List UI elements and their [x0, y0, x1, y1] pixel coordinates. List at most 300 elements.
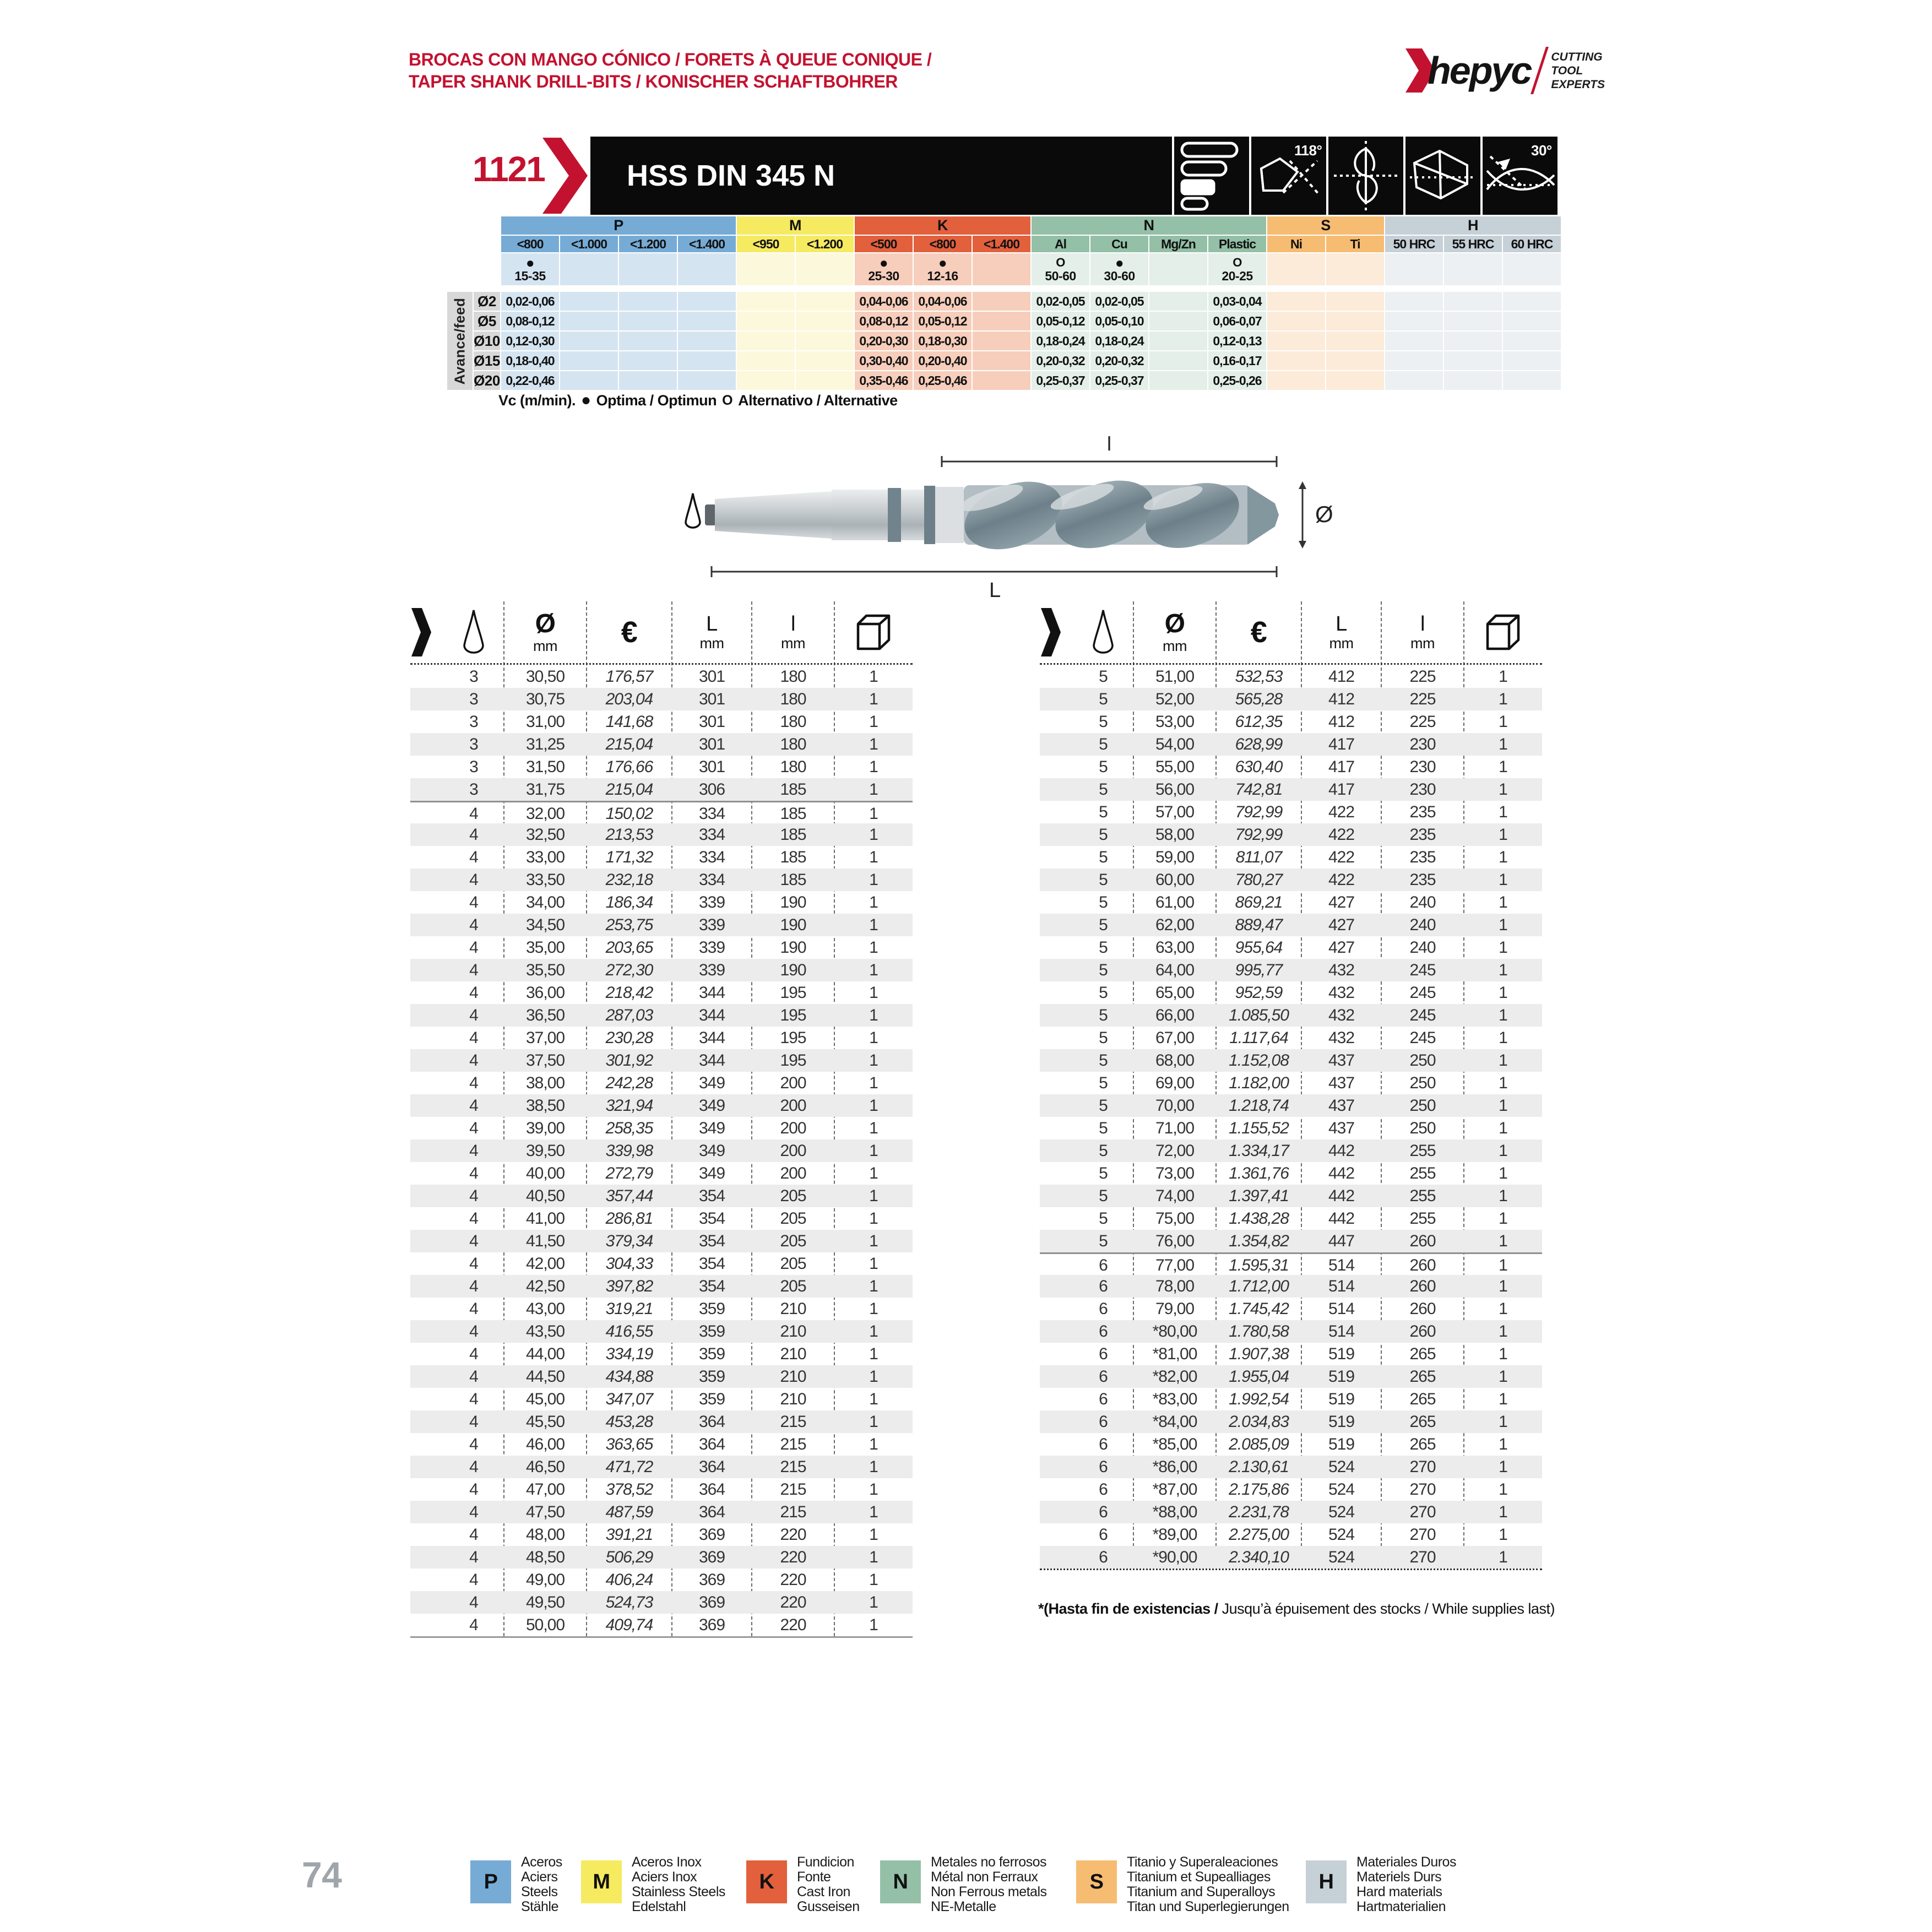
quantity-cell: 1	[1499, 893, 1507, 911]
feed-cell	[1444, 312, 1502, 330]
material-subcolumn-header: 55 HRC	[1444, 236, 1502, 252]
feed-cell: 0,05-0,12	[1032, 312, 1089, 330]
table-row	[1040, 981, 1542, 1004]
quantity-cell: 1	[1499, 1074, 1507, 1092]
price-cell: 186,34	[605, 893, 653, 911]
material-group-header-K: K	[855, 216, 1030, 235]
vc-cell	[501, 253, 559, 285]
cone-cell: 5	[1099, 1097, 1108, 1115]
flute-length-cell: 250	[1409, 1097, 1436, 1115]
diameter-cell: 43,50	[525, 1322, 565, 1341]
table-row	[1040, 778, 1542, 801]
cone-cell: 5	[1099, 735, 1108, 753]
unit-label: mm	[1410, 635, 1435, 652]
vc-cell	[914, 253, 972, 285]
flute-length-cell: 260	[1409, 1232, 1436, 1250]
quantity-cell: 1	[1499, 1322, 1507, 1341]
total-length-cell: 364	[698, 1480, 725, 1499]
cone-cell: 3	[469, 667, 478, 686]
quantity-cell: 1	[1499, 1187, 1507, 1205]
cone-cell: 4	[469, 805, 478, 823]
table-row	[1040, 869, 1542, 891]
material-subcolumn-header: <1.400	[678, 236, 736, 252]
diameter-cell: 41,50	[525, 1232, 565, 1250]
price-cell: 321,94	[605, 1097, 653, 1115]
flute-length-cell: 220	[780, 1616, 806, 1634]
diameter-cell: 36,50	[525, 1006, 565, 1024]
flute-length-cell: 215	[780, 1503, 806, 1521]
price-cell: 218,42	[605, 984, 653, 1002]
price-cell: 397,82	[605, 1277, 653, 1295]
quantity-cell: 1	[869, 826, 878, 844]
diameter-cell: 67,00	[1155, 1029, 1195, 1047]
cone-cell: 6	[1099, 1480, 1108, 1499]
material-subcolumn-header: <950	[737, 236, 795, 252]
price-cell: 253,75	[605, 916, 653, 934]
quantity-cell: 1	[869, 1548, 878, 1566]
quantity-cell: 1	[869, 1322, 878, 1341]
price-cell: 339,98	[605, 1142, 653, 1160]
length-symbol: L	[706, 612, 718, 636]
material-subcolumn-header: <800	[914, 236, 972, 252]
flute-length-column-header	[1381, 601, 1464, 663]
quantity-cell: 1	[869, 1435, 878, 1453]
diameter-cell: 31,25	[525, 735, 565, 753]
legend-line: Fonte	[797, 1869, 831, 1885]
diameter-cell: 49,50	[525, 1593, 565, 1611]
flute-length-cell: 220	[780, 1526, 806, 1544]
material-subcolumn-header: 50 HRC	[1385, 236, 1443, 252]
feed-cell: 0,20-0,32	[1032, 351, 1089, 370]
cone-column-header	[1073, 601, 1133, 663]
price-cell: 363,65	[605, 1435, 653, 1453]
total-length-cell: 519	[1328, 1345, 1355, 1363]
quantity-cell: 1	[1499, 1503, 1507, 1521]
table-row	[410, 1478, 913, 1501]
page-footer	[0, 1849, 1932, 1932]
product-name: HSS DIN 345 N	[627, 159, 835, 192]
feed-cell: 0,25-0,46	[914, 371, 972, 390]
legend-line: Gusseisen	[797, 1899, 860, 1914]
quantity-cell: 1	[869, 805, 878, 823]
legend-line: Aciers Inox	[632, 1869, 697, 1885]
legend-text-S	[1127, 1855, 1289, 1914]
total-length-cell: 519	[1328, 1413, 1355, 1431]
diameter-cell: 45,00	[525, 1390, 565, 1408]
total-length-cell: 334	[698, 848, 725, 866]
quantity-cell: 1	[1499, 916, 1507, 934]
quantity-cell: 1	[869, 1458, 878, 1476]
feed-cell: 0,22-0,46	[501, 371, 559, 390]
price-cell: 1.152,08	[1229, 1051, 1289, 1070]
diameter-cell: 30,75	[525, 690, 565, 708]
quantity-cell: 1	[869, 1526, 878, 1544]
flute-length-label: l	[1107, 433, 1111, 455]
price-cell: 995,77	[1235, 961, 1283, 979]
quantity-cell: 1	[1499, 1435, 1507, 1453]
table-header	[410, 601, 913, 663]
product-table-right	[1040, 601, 1542, 1572]
total-length-cell: 442	[1328, 1187, 1355, 1205]
price-cell: 2.034,83	[1229, 1413, 1289, 1431]
total-length-cell: 412	[1328, 667, 1355, 686]
diameter-cell: *87,00	[1152, 1480, 1197, 1499]
quantity-cell: 1	[1499, 1367, 1507, 1386]
diameter-cell: 70,00	[1155, 1097, 1195, 1115]
legend-line: Stainless Steels	[632, 1884, 725, 1900]
table-row	[410, 1546, 913, 1569]
flute-length-cell: 210	[780, 1345, 806, 1363]
quantity-cell: 1	[1499, 1390, 1507, 1408]
flute-length-cell: 240	[1409, 916, 1436, 934]
diameter-cell: *88,00	[1152, 1503, 1197, 1521]
flute-length-dimension	[942, 456, 1277, 467]
total-length-cell: 437	[1328, 1051, 1355, 1070]
cone-cell: 4	[469, 1458, 478, 1476]
feed-cell: 0,12-0,30	[501, 332, 559, 350]
total-length-cell: 524	[1328, 1458, 1355, 1476]
diameter-cell: 33,50	[525, 871, 565, 889]
cone-cell: 6	[1099, 1435, 1108, 1453]
flute-length-cell: 205	[780, 1187, 806, 1205]
legend-box-H: H	[1306, 1860, 1347, 1903]
flute-length-cell: 245	[1409, 984, 1436, 1002]
quantity-cell: 1	[1499, 1548, 1507, 1566]
feed-cell	[796, 332, 854, 350]
table-row	[1040, 1410, 1542, 1433]
cone-cell: 4	[469, 1593, 478, 1611]
price-cell: 612,35	[1235, 713, 1283, 731]
brand-tagline	[1551, 50, 1605, 91]
flute-length-cell: 245	[1409, 1029, 1436, 1047]
feed-cell	[737, 351, 795, 370]
cone-cell: 4	[469, 1029, 478, 1047]
total-length-cell: 334	[698, 871, 725, 889]
price-cell: 141,68	[605, 713, 653, 731]
flute-length-cell: 215	[780, 1458, 806, 1476]
feed-cell: 0,20-0,40	[914, 351, 972, 370]
total-length-cell: 306	[698, 780, 725, 799]
cone-cell: 4	[469, 826, 478, 844]
cone-cell: 3	[469, 758, 478, 776]
price-cell: 304,33	[605, 1255, 653, 1273]
total-length-cell: 432	[1328, 1006, 1355, 1024]
total-length-cell: 301	[698, 758, 725, 776]
cone-cell: 4	[469, 938, 478, 957]
total-length-cell: 359	[698, 1300, 725, 1318]
feed-cell	[737, 312, 795, 330]
diameter-cell: 62,00	[1155, 916, 1195, 934]
quantity-cell: 1	[1499, 1232, 1507, 1250]
total-length-column-header	[672, 601, 752, 663]
table-row	[410, 801, 913, 823]
total-length-cell: 364	[698, 1458, 725, 1476]
cone-cell: 4	[469, 1051, 478, 1070]
feed-cell	[1444, 332, 1502, 350]
quantity-cell: 1	[1499, 848, 1507, 866]
price-cell: 347,07	[605, 1390, 653, 1408]
table-row	[1040, 801, 1542, 823]
feed-cell: 0,18-0,30	[914, 332, 972, 350]
total-length-cell: 519	[1328, 1435, 1355, 1453]
flute-length-cell: 260	[1409, 1322, 1436, 1341]
cone-cell: 6	[1099, 1345, 1108, 1363]
total-length-cell: 417	[1328, 735, 1355, 753]
diameter-cell: *83,00	[1152, 1390, 1197, 1408]
vc-cell	[1267, 253, 1325, 285]
unit-label: mm	[1329, 635, 1354, 652]
table-row	[410, 756, 913, 778]
table-row	[1040, 1049, 1542, 1072]
price-cell: 176,66	[605, 758, 653, 776]
table-row	[410, 914, 913, 936]
cone-cell: 6	[1099, 1390, 1108, 1408]
table-row	[1040, 846, 1542, 869]
flute-length-cell: 180	[780, 690, 806, 708]
flute-length-cell: 225	[1409, 667, 1436, 686]
total-length-cell: 422	[1328, 803, 1355, 821]
open-dot-icon: O	[1233, 255, 1242, 269]
flute-length-cell: 195	[780, 984, 806, 1002]
vc-cell	[1444, 253, 1502, 285]
feed-cell	[619, 371, 677, 390]
quantity-cell: 1	[869, 1051, 878, 1070]
diameter-cell: 65,00	[1155, 984, 1195, 1002]
price-cell: 272,30	[605, 961, 653, 979]
feed-cell: 0,25-0,26	[1208, 371, 1266, 390]
feed-cell: 0,02-0,05	[1090, 292, 1148, 311]
total-length-cell: 344	[698, 1006, 725, 1024]
quantity-cell: 1	[1499, 1119, 1507, 1137]
flute-length-cell: 185	[780, 805, 806, 823]
feed-cell	[1267, 371, 1325, 390]
drill-photo	[705, 468, 1279, 562]
cone-cell: 6	[1099, 1548, 1108, 1566]
table-row	[410, 665, 913, 688]
cone-cell: 4	[469, 1480, 478, 1499]
cone-cell: 5	[1099, 848, 1108, 866]
feed-cell: 0,25-0,37	[1090, 371, 1148, 390]
legend-line: Titanium and Superalloys	[1127, 1884, 1276, 1900]
diameter-cell: *84,00	[1152, 1413, 1197, 1431]
diameter-cell: 61,00	[1155, 893, 1195, 911]
flute-length-cell: 200	[780, 1119, 806, 1137]
feed-cell	[1149, 371, 1207, 390]
quantity-cell: 1	[869, 938, 878, 957]
price-cell: 628,99	[1235, 735, 1283, 753]
feed-cell	[678, 371, 736, 390]
table-row	[410, 1343, 913, 1365]
material-subcolumn-header: Ni	[1267, 236, 1325, 252]
flute-length-cell: 190	[780, 916, 806, 934]
flute-length-cell: 190	[780, 938, 806, 957]
flute-length-cell: 200	[780, 1164, 806, 1182]
feed-cell	[678, 312, 736, 330]
point-angle-icon	[1251, 137, 1326, 215]
vc-cell	[560, 253, 618, 285]
legend-line: Hard materials	[1356, 1884, 1442, 1900]
flute-length-cell: 215	[780, 1480, 806, 1499]
diameter-cell: 47,00	[525, 1480, 565, 1499]
total-length-column-header	[1301, 601, 1381, 663]
quantity-cell: 1	[1499, 1345, 1507, 1363]
diameter-cell: 42,50	[525, 1277, 565, 1295]
diameter-cell: 47,50	[525, 1503, 565, 1521]
filled-dot-icon: ●	[938, 254, 947, 271]
quantity-cell: 1	[1499, 1480, 1507, 1499]
vc-cell	[796, 253, 854, 285]
diameter-cell: 73,00	[1155, 1164, 1195, 1182]
quantity-cell: 1	[869, 1390, 878, 1408]
quantity-cell: 1	[869, 1413, 878, 1431]
total-length-cell: 354	[698, 1277, 725, 1295]
diameter-cell: 49,00	[525, 1571, 565, 1589]
quantity-cell: 1	[869, 1345, 878, 1363]
feed-cell	[560, 292, 618, 311]
cone-cell: 4	[469, 1367, 478, 1386]
flute-length-cell: 185	[780, 780, 806, 799]
table-row	[410, 1230, 913, 1252]
feed-cell	[796, 312, 854, 330]
diameter-cell: 43,00	[525, 1300, 565, 1318]
cone-cell: 5	[1099, 893, 1108, 911]
quantity-cell: 1	[869, 1187, 878, 1205]
diameter-cell: 38,50	[525, 1097, 565, 1115]
feed-cell: 0,18-0,24	[1090, 332, 1148, 350]
price-cell: 357,44	[605, 1187, 653, 1205]
feed-cell	[796, 292, 854, 311]
diameter-cell: *85,00	[1152, 1435, 1197, 1453]
feed-cell: 0,08-0,12	[501, 312, 559, 330]
total-length-cell: 442	[1328, 1209, 1355, 1228]
table-bottom-border	[1040, 1569, 1542, 1570]
vc-cell	[1326, 253, 1384, 285]
total-length-cell: 354	[698, 1255, 725, 1273]
cone-cell: 4	[469, 1345, 478, 1363]
quantity-cell: 1	[1499, 735, 1507, 753]
feed-cell	[1385, 351, 1443, 370]
price-cell: 2.175,86	[1229, 1480, 1289, 1499]
price-cell: 203,65	[605, 938, 653, 957]
vc-cell	[973, 253, 1030, 285]
material-subcolumn-header: <1.400	[973, 236, 1030, 252]
quantity-cell: 1	[869, 871, 878, 889]
price-cell: 1.955,04	[1229, 1367, 1289, 1386]
total-length-cell: 349	[698, 1119, 725, 1137]
price-cell: 952,59	[1235, 984, 1283, 1002]
flute-length-cell: 265	[1409, 1367, 1436, 1386]
footnote-bold: *(Hasta fin de existencias /	[1038, 1600, 1218, 1617]
quantity-cell: 1	[1499, 667, 1507, 686]
feed-cell: 0,12-0,13	[1208, 332, 1266, 350]
table-row	[410, 1410, 913, 1433]
diameter-cell: 63,00	[1155, 938, 1195, 957]
quantity-cell: 1	[869, 1006, 878, 1024]
diameter-cell: 46,50	[525, 1458, 565, 1476]
flute-length-cell: 210	[780, 1367, 806, 1386]
flute-length-cell: 255	[1409, 1209, 1436, 1228]
filled-dot-icon: ●	[879, 254, 888, 271]
feed-cell: 0,30-0,40	[855, 351, 913, 370]
price-cell: 391,21	[605, 1526, 653, 1544]
feed-cell	[1385, 292, 1443, 311]
diameter-cell: 34,50	[525, 916, 565, 934]
page-title-line2: TAPER SHANK DRILL-BITS / KONISCHER SCHAFTBOHRER	[409, 72, 898, 91]
feed-cell	[973, 371, 1030, 390]
price-cell: 416,55	[605, 1322, 653, 1341]
material-subcolumn-header: 60 HRC	[1503, 236, 1561, 252]
feed-cell	[619, 312, 677, 330]
flute-length-cell: 210	[780, 1322, 806, 1341]
flute-length-cell: 240	[1409, 893, 1436, 911]
flute-length-cell: 265	[1409, 1413, 1436, 1431]
total-length-cell: 369	[698, 1571, 725, 1589]
material-subcolumn-header: <800	[501, 236, 559, 252]
cone-cell: 4	[469, 1119, 478, 1137]
flute-length-cell: 255	[1409, 1187, 1436, 1205]
cone-cell: 6	[1099, 1526, 1108, 1544]
legend-text-H	[1356, 1855, 1456, 1914]
total-length-cell: 349	[698, 1142, 725, 1160]
quantity-cell: 1	[1499, 780, 1507, 799]
price-cell: 524,73	[605, 1593, 653, 1611]
material-subcolumn-header: Ti	[1326, 236, 1384, 252]
table-row	[1040, 1252, 1542, 1275]
table-row	[410, 1433, 913, 1456]
feed-row-label: Ø15	[474, 351, 500, 370]
diameter-cell: 39,00	[525, 1119, 565, 1137]
table-row	[410, 733, 913, 756]
table-row	[1040, 733, 1542, 756]
quantity-cell: 1	[869, 984, 878, 1002]
vc-cell	[678, 253, 736, 285]
diameter-cell: 37,50	[525, 1051, 565, 1070]
feed-cell: 0,20-0,32	[1090, 351, 1148, 370]
diameter-cell: 53,00	[1155, 713, 1195, 731]
total-length-cell: 417	[1328, 758, 1355, 776]
unit-label: mm	[699, 635, 724, 652]
cone-cell: 6	[1099, 1413, 1108, 1431]
table-row	[410, 1004, 913, 1027]
cone-cell: 4	[469, 916, 478, 934]
table-row	[1040, 1298, 1542, 1320]
legend-line: Metales no ferrosos	[931, 1854, 1047, 1870]
flute-length-cell: 200	[780, 1097, 806, 1115]
optima-label: Optima / Optimun	[596, 392, 717, 409]
quantity-cell: 1	[869, 1503, 878, 1521]
diameter-cell: 44,00	[525, 1345, 565, 1363]
flute-length-cell: 220	[780, 1571, 806, 1589]
price-cell: 150,02	[605, 805, 653, 823]
table-row	[410, 1072, 913, 1094]
table-row	[410, 1139, 913, 1162]
total-length-cell: 364	[698, 1413, 725, 1431]
quantity-cell: 1	[869, 916, 878, 934]
price-cell: 1.712,00	[1229, 1277, 1289, 1295]
material-subcolumn-header: Mg/Zn	[1149, 236, 1207, 252]
feed-cell	[1326, 371, 1384, 390]
cone-cell: 5	[1099, 758, 1108, 776]
price-cell: 2.130,61	[1229, 1458, 1289, 1476]
quantity-cell: 1	[1499, 758, 1507, 776]
quantity-cell: 1	[1499, 961, 1507, 979]
flute-length-cell: 205	[780, 1209, 806, 1228]
diameter-cell: 32,50	[525, 826, 565, 844]
total-length-cell: 359	[698, 1390, 725, 1408]
total-length-cell: 514	[1328, 1300, 1355, 1318]
price-cell: 203,04	[605, 690, 653, 708]
quantity-column-header	[834, 601, 913, 663]
